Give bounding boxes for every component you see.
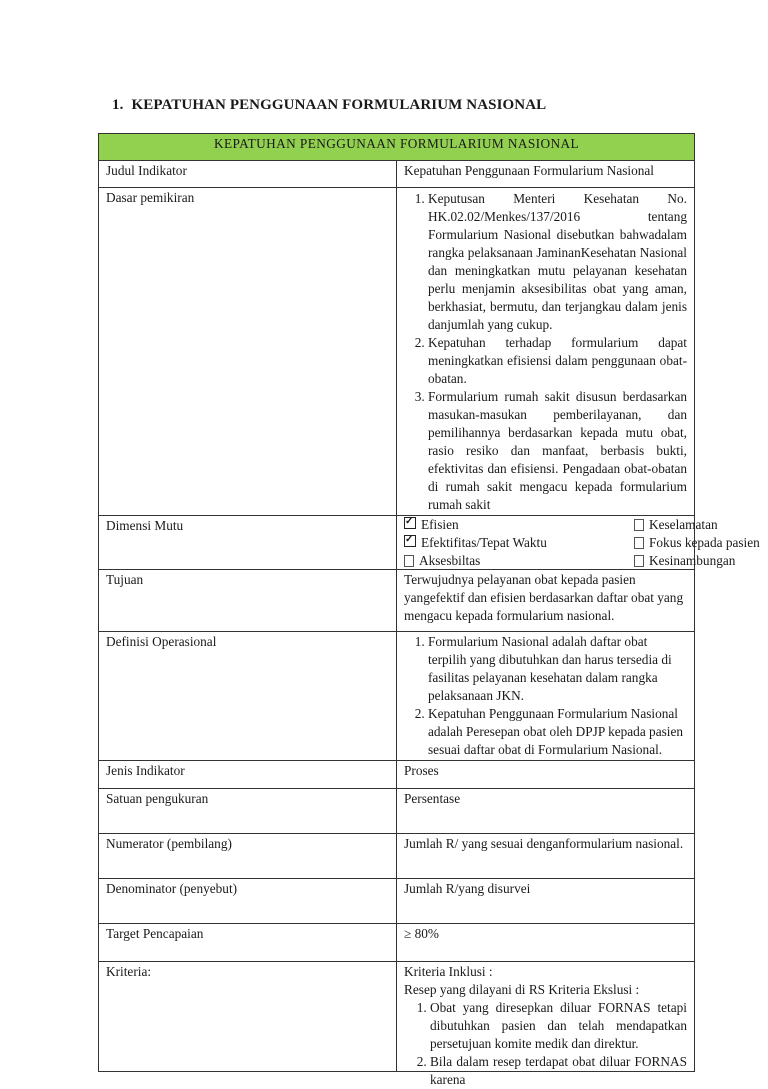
dimensi-grid: [404, 516, 760, 570]
row-satuan: [99, 789, 695, 834]
row-dimensi: [99, 516, 695, 570]
dasar-list: [404, 190, 687, 514]
row-value: Kepatuhan Penggunaan Formularium Nasional: [397, 161, 695, 188]
checkbox-icon[interactable]: [634, 537, 644, 549]
row-value: Jumlah R/yang disurvei: [397, 879, 695, 924]
table-title: KEPATUHAN PENGGUNAAN FORMULARIUM NASIONAL: [99, 134, 695, 161]
dimensi-option[interactable]: ✓ Efektifitas/Tepat Waktu: [404, 534, 634, 552]
dimensi-option[interactable]: Keselamatan: [634, 516, 760, 534]
section-number: 1.: [112, 97, 124, 113]
section-title: KEPATUHAN PENGGUNAAN FORMULARIUM NASIONAL: [131, 97, 547, 113]
row-label: Denominator (penyebut): [99, 879, 397, 924]
indicator-table: [98, 133, 760, 1087]
row-label: Satuan pengukuran: [99, 789, 397, 834]
checkbox-icon[interactable]: [404, 555, 414, 567]
dimensi-option[interactable]: Aksesbiltas: [404, 552, 634, 570]
row-value: Proses: [397, 761, 695, 789]
definisi-list: [404, 633, 687, 759]
row-value: ≥ 80%: [397, 924, 695, 962]
row-value: Jumlah R/ yang sesuai denganformularium nasional.: [397, 834, 695, 879]
checkbox-icon[interactable]: [634, 519, 644, 531]
row-tujuan: [99, 570, 695, 632]
row-label: Target Pencapaian: [99, 924, 397, 962]
row-target: [99, 924, 695, 962]
row-value: [397, 962, 695, 1087]
list-item: 1. Obat yang diresepkan diluar FORNAS tetapi dibutuhkan pasien dan telah mendapatkan persetujuan komite medik dan direktur.: [430, 999, 687, 1053]
row-label: Numerator (pembilang): [99, 834, 397, 879]
kriteria-ekslusi: Resep yang dilayani di RS Kriteria Ekslusi :: [404, 982, 640, 997]
row-label: Dimensi Mutu: [99, 516, 397, 570]
kriteria-list: [404, 999, 687, 1089]
row-kriteria: [99, 962, 695, 1072]
row-label: Tujuan: [99, 570, 397, 632]
row-jenis: [99, 761, 695, 789]
row-value: [397, 632, 695, 761]
row-value: Persentase: [397, 789, 695, 834]
row-definisi: [99, 632, 695, 761]
row-label: Definisi Operasional: [99, 632, 397, 761]
section-heading: [112, 97, 546, 114]
dimensi-option[interactable]: Kesinambungan: [634, 552, 760, 570]
kriteria-inklusi: Kriteria Inklusi :: [404, 964, 493, 979]
row-numerator: [99, 834, 695, 879]
checked-checkbox-icon[interactable]: [404, 535, 416, 547]
table-title-row: [99, 134, 695, 161]
row-value: [397, 516, 760, 570]
list-item: 3. Formularium rumah sakit disusun berdasarkan masukan-masukan pemberilayanan, dan pemilihannya berdasarkan kepada mutu obat, rasio resiko dan manfaat, berbasis bukti, efektivitas dan efisiensi. Pengadaan obat-obatan di rumah sakit mengacu kepada formularium rumah sakit: [428, 388, 687, 514]
checkbox-icon[interactable]: [634, 555, 644, 567]
list-item: 2. Kepatuhan Penggunaan Formularium Nasional adalah Peresepan obat oleh DPJP kepada pasien sesuai daftar obat di Formularium Nasional.: [428, 705, 687, 759]
row-judul: [99, 161, 695, 188]
list-item: 1. Keputusan Menteri Kesehatan No. HK.02.02/Menkes/137/2016 tentang Formularium Nasional disebutkan bahwadalam rangka pelaksanaan JaminanKesehatan Nasional dan meningkatkan mutu pelayanan kesehatan perlu menjamin aksesibilitas obat yang aman, berkhasiat, bermutu, dan terjangkau dalam jenis danjumlah yang cukup.: [428, 190, 687, 334]
row-label: Dasar pemikiran: [99, 188, 397, 516]
row-label: Judul Indikator: [99, 161, 397, 188]
row-value: [397, 188, 695, 516]
checked-checkbox-icon[interactable]: [404, 517, 416, 529]
list-item: 2. Kepatuhan terhadap formularium dapat meningkatkan efisiensi dalam penggunaan obat-obatan.: [428, 334, 687, 388]
row-label: Kriteria:: [99, 962, 397, 1072]
dimensi-option[interactable]: ✓ Efisien: [404, 516, 634, 534]
dimensi-option[interactable]: Fokus kepada pasien: [634, 534, 760, 552]
list-item: 1. Formularium Nasional adalah daftar obat terpilih yang dibutuhkan dan harus tersedia di fasilitas pelayanan kesehatan dalam rangka pelaksanaan JKN.: [428, 633, 687, 705]
row-value: Terwujudnya pelayanan obat kepada pasien yangefektif dan efisien berdasarkan daftar obat yang mengacu kepada formularium nasional.: [397, 570, 695, 632]
row-dasar: [99, 188, 695, 516]
row-label: Jenis Indikator: [99, 761, 397, 789]
list-item: 2. Bila dalam resep terdapat obat diluar FORNAS karena: [430, 1053, 687, 1089]
row-denominator: [99, 879, 695, 924]
